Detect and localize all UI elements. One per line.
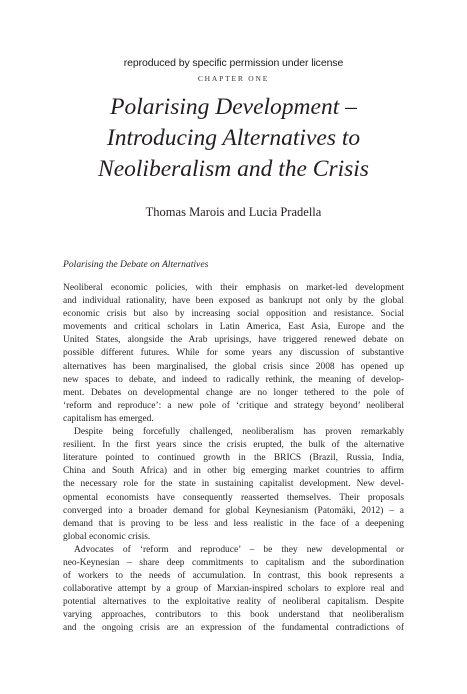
text-line: opmental economists have consequently reasserted themselves. Their proposals [63, 492, 404, 503]
text-line: literature pointed to continued growth in the BRICS (Brazil, Russia, India, [63, 453, 404, 464]
text-line: demand that is proving to be less and less realistic in the face of a deepening [63, 518, 404, 529]
text-line: and the ongoing crisis are an expression of the fundamental contradictions of [63, 623, 404, 634]
chapter-title-line: Neoliberalism and the Crisis [98, 156, 369, 182]
text-line: Advocates of ‘reform and reproduce’ – be they new developmental or [74, 544, 404, 555]
text-line: China and South Africa) and in other big emerging market countries to affirm [63, 466, 404, 477]
text-line: of workers to the needs of accumulation. In contrast, this book represents a [63, 571, 404, 582]
chapter-title-line: Polarising Development – [110, 94, 357, 120]
text-line: neo-Keynesian – share deep commitments to capitalism and the subordination [63, 557, 404, 568]
text-line: collaborative attempt by a group of Marxian-inspired scholars to explore real and [63, 584, 404, 595]
chapter-authors: Thomas Marois and Lucia Pradella [145, 205, 322, 219]
chapter-label: CHAPTER ONE [197, 74, 270, 83]
text-line: new spaces to debate, and indeed to radically rethink, the meaning of develop- [63, 374, 404, 385]
text-line: potential alternatives to the exploitative reality of neoliberal capitalism. Despite [63, 597, 404, 608]
section-heading: Polarising the Debate on Alternatives [63, 259, 209, 270]
text-line: ‘reform and reproduce’: a new pole of ‘critique and strategy beyond’ neoliberal [63, 400, 404, 411]
text-line: the necessary role for the state in sustaining capitalist development. New devel- [63, 479, 404, 490]
text-line: converged into a broader demand for global Keynesianism (Patomäki, 2012) – a [63, 505, 404, 516]
text-line: global economic crisis. [63, 531, 151, 542]
license-note: reproduced by specific permission under license [123, 57, 344, 69]
text-line: capitalism has emerged. [63, 413, 154, 424]
chapter-title-line: Introducing Alternatives to [106, 125, 361, 151]
body-text [63, 282, 404, 636]
text-line: Neoliberal economic policies, with their emphasis on market-led development [63, 283, 404, 293]
text-line: economic crisis but also by increasing social opposition and resistance. Social [63, 309, 404, 320]
text-line: possible different futures. While for some years any discussion of substantive [63, 348, 404, 359]
chapter-title [0, 92, 467, 185]
text-line: alternatives has been marginalised, the global crisis since 2008 has opened up [63, 361, 404, 372]
text-line: Despite being forcefully challenged, neoliberalism has proven remarkably [74, 427, 404, 438]
text-line: varying approaches, contributors to this book understand that neoliberalism [63, 610, 404, 621]
text-line: United States, alongside the Arab uprisings, have triggered renewed debate on [63, 335, 404, 346]
text-line: and individual rationality, have been exposed as bankrupt not only by the global [63, 296, 404, 307]
text-line: movements and critical scholars in Latin America, East Asia, Europe and the [63, 322, 404, 333]
text-line: resilient. In the first years since the crisis erupted, the bulk of the alternative [63, 440, 404, 451]
text-line: ment. Debates on developmental change are no longer tethered to the pole of [63, 387, 404, 398]
